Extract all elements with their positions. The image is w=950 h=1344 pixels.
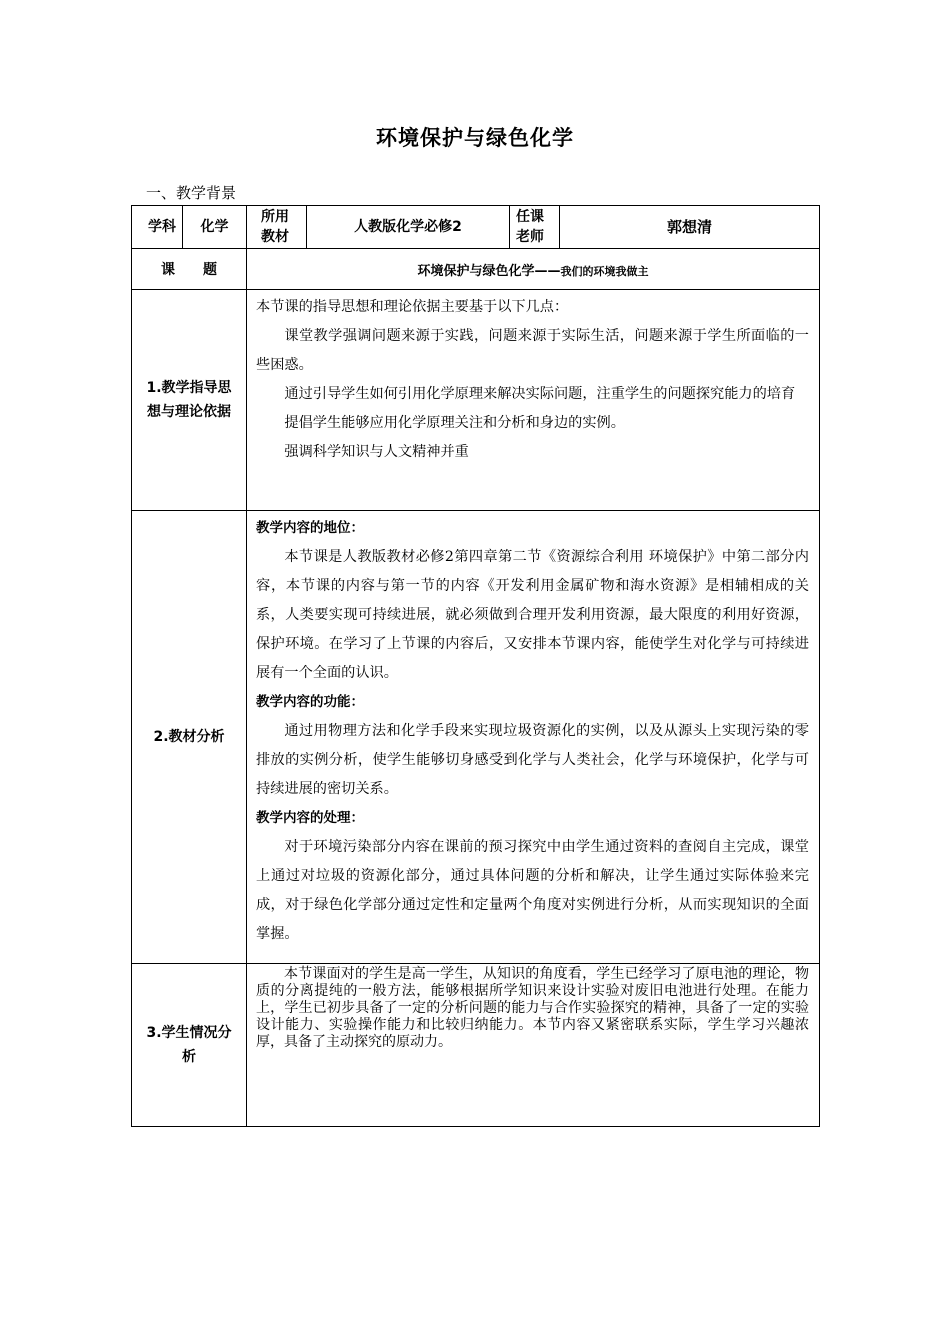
teaching-background-table — [131, 205, 820, 1127]
textbook-analysis-label: 2.教材分析 — [132, 511, 247, 964]
teacher-label-cell — [510, 206, 560, 249]
guiding-paragraph: 本节课的指导思想和理论依据主要基于以下几点： — [256, 299, 569, 315]
subject-label: 学科 — [148, 219, 176, 235]
content-function-text: 通过用物理方法和化学手段来实现垃圾资源化的实例，以及从源头上实现污染的零排放的实例分析，使学生能够切身感受到化学与人类社会，化学与环境保护，化学与可持续进展的密切关系。 — [256, 723, 809, 797]
guiding-paragraph: 提倡学生能够应用化学原理关注和分析和身边的实例。 — [284, 415, 625, 431]
guiding-row — [132, 290, 820, 511]
students-row — [132, 964, 820, 1127]
teacher-value: 郭想清 — [560, 206, 820, 249]
textbook-analysis-content — [247, 511, 820, 964]
content-status-heading: 教学内容的地位： — [256, 520, 364, 536]
guiding-content — [247, 290, 820, 511]
students-content — [247, 964, 820, 1127]
textbook-value: 人教版化学必修2 — [307, 206, 510, 249]
subject-label-cell — [132, 206, 183, 249]
guiding-label: 1.教学指导思想与理论依据 — [132, 290, 247, 511]
page-title: 环境保护与绿色化学 — [376, 126, 574, 150]
topic-value — [247, 249, 820, 290]
subject-value: 化学 — [183, 206, 247, 249]
topic-label-text: 课 题 — [161, 262, 217, 278]
textbook-label-cell — [247, 206, 307, 249]
content-handling-heading: 教学内容的处理： — [256, 810, 364, 826]
textbook-label: 所用教材 — [261, 209, 289, 245]
content-handling-text: 对于环境污染部分内容在课前的预习探究中由学生通过资料的查阅自主完成，课堂上通过对垃圾的资源化部分，通过具体问题的分析和解决，让学生通过实际体验来完成，对于绿色化学部分通过定性和定量两个角度对实例进行分析，从而实现知识的全面掌握。 — [256, 839, 809, 942]
guiding-paragraph: 强调科学知识与人文精神并重 — [284, 444, 469, 460]
teacher-label: 任课老师 — [516, 209, 544, 245]
topic-value-sub: 我们的环境我做主 — [560, 264, 649, 278]
content-status-text: 本节课是人教版教材必修2第四章第二节《资源综合利用 环境保护》中第二部分内容，本节课的内容与第一节的内容《开发利用金属矿物和海水资源》是相辅相成的关系，人类要实现可持续进展，就必须做到合理开发利用资源，最大限度的利用好资源，保护环境。在学习了上节课的内容后，又安排本节课内容，能使学生对化学与可持续进展有一个全面的认识。 — [256, 549, 809, 681]
content-function-heading: 教学内容的功能： — [256, 694, 364, 710]
section-heading: 一、教学背景 — [146, 184, 237, 202]
header-row — [132, 206, 820, 249]
topic-row — [132, 249, 820, 290]
guiding-paragraph: 通过引导学生如何引用化学原理来解决实际问题，注重学生的问题探究能力的培育 — [284, 386, 796, 402]
topic-value-main: 环境保护与绿色化学—— — [417, 263, 561, 279]
textbook-analysis-row — [132, 511, 820, 964]
students-text: 本节课面对的学生是高一学生，从知识的角度看，学生已经学习了原电池的理论，物质的分离提纯的一般方法，能够根据所学知识来设计实验对废旧电池进行处理。在能力上，学生已初步具备了一定的分析问题的能力与合作实验探究的精神，具备了一定的实验设计能力、实验操作能力和比较归纳能力。本节内容又紧密联系实际，学生学习兴趣浓厚，具备了主动探究的原动力。 — [256, 966, 809, 1050]
topic-label — [132, 249, 247, 290]
students-label: 3.学生情况分析 — [132, 964, 247, 1127]
guiding-paragraph: 课堂教学强调问题来源于实践，问题来源于实际生活，问题来源于学生所面临的一些困惑。 — [256, 328, 809, 373]
